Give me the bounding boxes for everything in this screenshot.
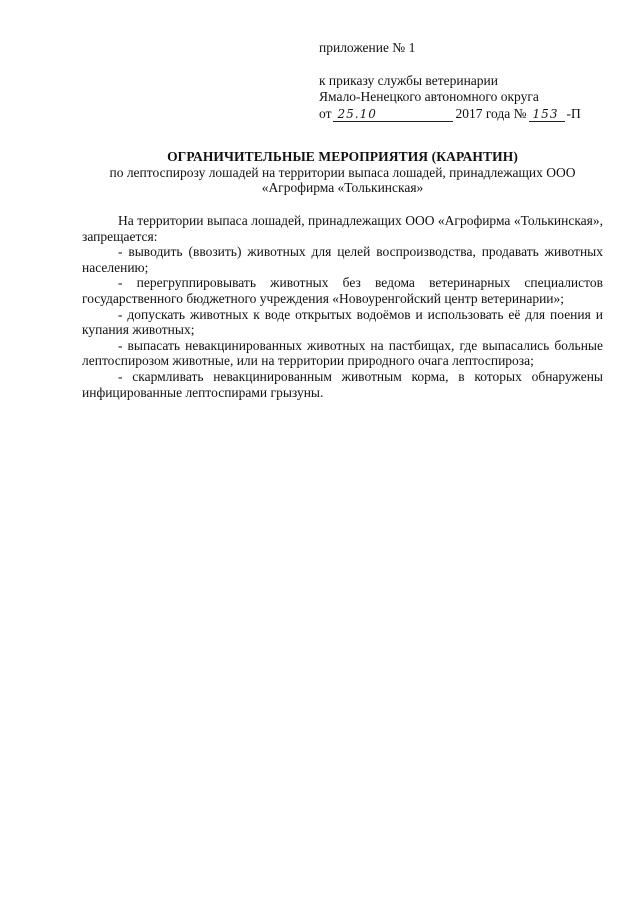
order-reference-line-2: Ямало-Ненецкого автономного округа bbox=[319, 89, 539, 104]
order-reference-line-1: к приказу службы ветеринарии bbox=[319, 72, 498, 88]
document-title: ОГРАНИЧИТЕЛЬНЫЕ МЕРОПРИЯТИЯ (КАРАНТИН) bbox=[167, 149, 518, 164]
handwritten-number: 153 bbox=[532, 106, 559, 121]
document-title-block bbox=[80, 149, 605, 196]
appendix-label: приложение № 1 bbox=[319, 40, 416, 55]
document-subtitle-line-2: «Агрофирма «Толькинская» bbox=[261, 180, 424, 195]
restriction-item: - выводить (ввозить) животных для целей воспроизводства, продавать животных населению; bbox=[82, 244, 603, 275]
order-date-line bbox=[319, 106, 619, 123]
restriction-item: - перегруппировывать животных без ведома ветеринарных специалистов государственного бюджетного учреждения «Новоуренгойский центр ветеринарии»; bbox=[82, 275, 603, 306]
appendix-header bbox=[319, 40, 619, 122]
year-number-text: 2017 года № bbox=[455, 105, 527, 121]
number-suffix: -П bbox=[566, 105, 581, 121]
restriction-item: - скармливать невакцинированным животным корма, в которых обнаружены инфицированные лептоспирами грызуны. bbox=[82, 368, 603, 400]
document-subtitle-line-1: по лептоспирозу лошадей на территории выпаса лошадей, принадлежащих ООО bbox=[109, 164, 576, 180]
date-prefix: от bbox=[319, 105, 332, 121]
document-body bbox=[82, 213, 603, 400]
handwritten-date: 25.10 bbox=[337, 106, 377, 121]
restriction-item: - выпасать невакцинированных животных на пастбищах, где выпасались больные лептоспирозом животные, или на территории природного очага лептоспироза; bbox=[82, 337, 603, 369]
header-spacer bbox=[319, 57, 619, 73]
number-blank bbox=[529, 107, 565, 122]
restriction-item: - допускать животных к воде открытых водоёмов и использовать её для поения и купания животных; bbox=[82, 306, 603, 338]
body-intro-paragraph: На территории выпаса лошадей, принадлежащих ООО «Агрофирма «Толькинская», запрещается: bbox=[82, 213, 603, 244]
date-blank bbox=[333, 107, 453, 122]
